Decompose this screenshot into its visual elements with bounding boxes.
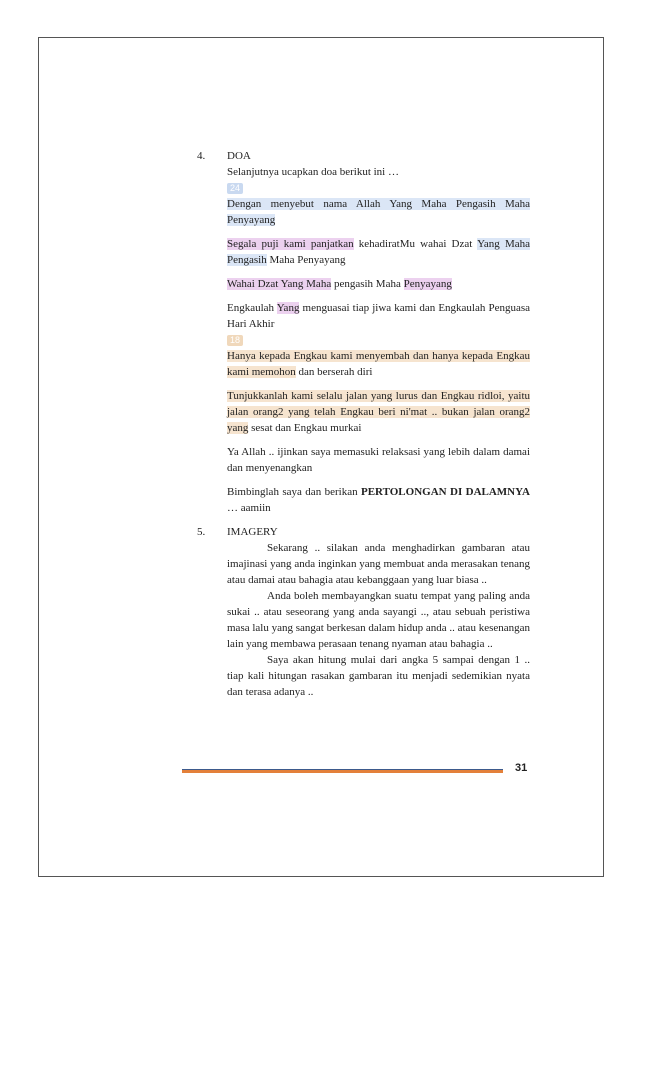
highlight-orange: Hanya kepada Engkau kami menyembah dan hanya kepada Engkau kami memohon [227, 350, 530, 378]
plain-text: Bimbinglah saya dan berikan [227, 486, 361, 498]
prayer-paragraph [227, 276, 530, 292]
plain-text: Engkaulah [227, 302, 277, 314]
highlight-blue: Dengan menyebut nama Allah Yang Maha Pengasih Maha Penyayang [227, 198, 530, 226]
section-intro: Selanjutnya ucapkan doa berikut ini … [227, 166, 399, 178]
prayer-paragraph [227, 348, 530, 380]
plain-text: menguasai tiap jiwa kami dan Engkaulah Penguasa Hari Akhir [227, 302, 530, 330]
highlight-purple: Yang [276, 302, 300, 314]
prayer-paragraph [227, 300, 530, 332]
highlight-orange: Tunjukkanlah kami selalu jalan yang lurus dan Engkau ridloi, yaitu jalan orang2 yang telah Engkau beri ni'mat .. bukan jalan orang2 yang [227, 390, 530, 434]
plain-text: pengasih Maha [331, 278, 404, 290]
section-number: 5. [197, 526, 206, 538]
section-title: DOA [227, 150, 251, 162]
section-title: IMAGERY [227, 526, 278, 538]
prayer-paragraph [227, 484, 530, 516]
page-number: 31 [515, 762, 528, 774]
plain-text: Maha Penyayang [266, 254, 346, 266]
imagery-paragraph: Sekarang .. silakan anda menghadirkan gambaran atau imajinasi yang anda inginkan yang membuat anda merasakan tenang atau damai atau bahagia atau kebanggaan yang luar biasa .. [227, 542, 530, 586]
footer-rule [182, 769, 503, 773]
section-doa [197, 148, 530, 516]
prayer-paragraph [227, 236, 530, 268]
bold-text: PERTOLONGAN DI DALAMNYA [361, 486, 531, 498]
prayer-paragraph: Ya Allah .. ijinkan saya memasuki relaksasi yang lebih dalam damai dan menyenangkan [227, 446, 530, 474]
highlight-blue: Yang Maha Pengasih [227, 238, 530, 266]
plain-text: kehadiratMu wahai Dzat [353, 238, 478, 250]
comment-badge[interactable]: 24 [227, 183, 243, 194]
plain-text: … aamiin [227, 502, 271, 514]
page-content [197, 148, 530, 700]
highlight-purple: Wahai Dzat Yang Maha [227, 278, 332, 290]
highlight-purple: Segala puji kami panjatkan [227, 238, 354, 250]
comment-badge[interactable]: 18 [227, 335, 243, 346]
highlight-purple: Penyayang [403, 278, 452, 290]
prayer-paragraph [227, 388, 530, 436]
imagery-paragraph: Anda boleh membayangkan suatu tempat yang paling anda sukai .. atau seseorang yang anda sayangi .., atau sebuah peristiwa masa lalu yang sangat berkesan dalam hidup anda .. atau kesenangan lain yang membawa perasaan tenang nyaman atau bahagia .. [227, 590, 530, 650]
document-page [38, 37, 604, 877]
plain-text: dan berserah diri [295, 366, 373, 378]
section-number: 4. [197, 150, 206, 162]
plain-text: sesat dan Engkau murkai [248, 422, 362, 434]
imagery-paragraph: Saya akan hitung mulai dari angka 5 sampai dengan 1 .. tiap kali hitungan rasakan gambaran itu menjadi sedemikian nyata dan terasa adanya .. [227, 654, 530, 698]
prayer-paragraph [227, 196, 530, 228]
section-imagery [197, 524, 530, 700]
